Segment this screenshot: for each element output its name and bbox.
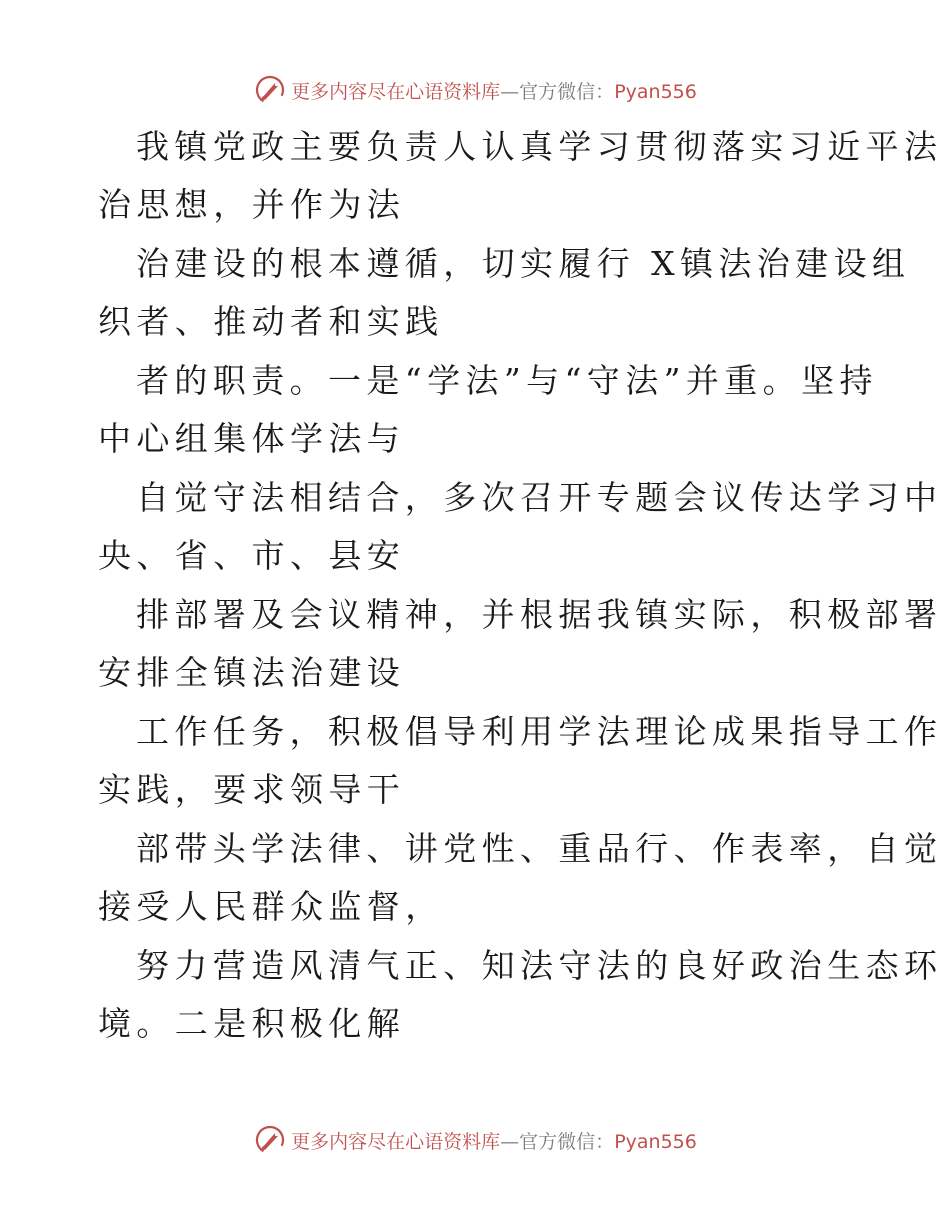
text-line: 织者、推动者和实践 (98, 302, 444, 341)
text-line: 实践，要求领导干 (98, 770, 406, 809)
banner-text (291, 1127, 697, 1154)
pen-nib-circle-icon (253, 73, 287, 107)
text-line: 央、省、市、县安 (98, 536, 406, 575)
text-line: 治思想，并作为法 (98, 185, 406, 224)
text-line: 中心组集体学法与 (98, 419, 406, 458)
text-line: 境。二是积极化解 (98, 1004, 406, 1043)
text-line: 排部署及会议精神，并根据我镇实际，积极部署 (136, 595, 943, 634)
text-line: 工作任务，积极倡导利用学法理论成果指导工作 (136, 712, 943, 751)
text-line: 部带头学法律、讲党性、重品行、作表率，自觉 (136, 829, 943, 868)
banner-text (291, 77, 697, 104)
banner-wechat-id: Pyan556 (614, 1130, 697, 1153)
text-line: 努力营造风清气正、知法守法的良好政治生态环 (136, 946, 943, 985)
text-line: 治建设的根本遵循，切实履行 X镇法治建设组 (136, 244, 911, 283)
banner-label: 官方微信： (519, 1130, 615, 1153)
text-line: 安排全镇法治建设 (98, 653, 406, 692)
text-line: 自觉守法相结合，多次召开专题会议传达学习中 (136, 478, 943, 517)
text-line: 我镇党政主要负责人认真学习贯彻落实习近平法 (136, 127, 943, 166)
footer-banner (0, 1120, 950, 1160)
banner-wechat-id: Pyan556 (614, 80, 697, 103)
banner-dash: — (500, 1130, 520, 1153)
pen-nib-circle-icon (253, 1123, 287, 1157)
banner-label: 官方微信： (519, 80, 615, 103)
banner-main-text: 更多内容尽在心语资料库 (291, 80, 501, 103)
banner-main-text: 更多内容尽在心语资料库 (291, 1130, 501, 1153)
text-line: 者的职责。一是“学法”与“守法”并重。坚持 (136, 361, 878, 400)
banner-dash: — (500, 80, 520, 103)
text-line: 接受人民群众监督， (98, 887, 444, 926)
header-banner (0, 70, 950, 110)
